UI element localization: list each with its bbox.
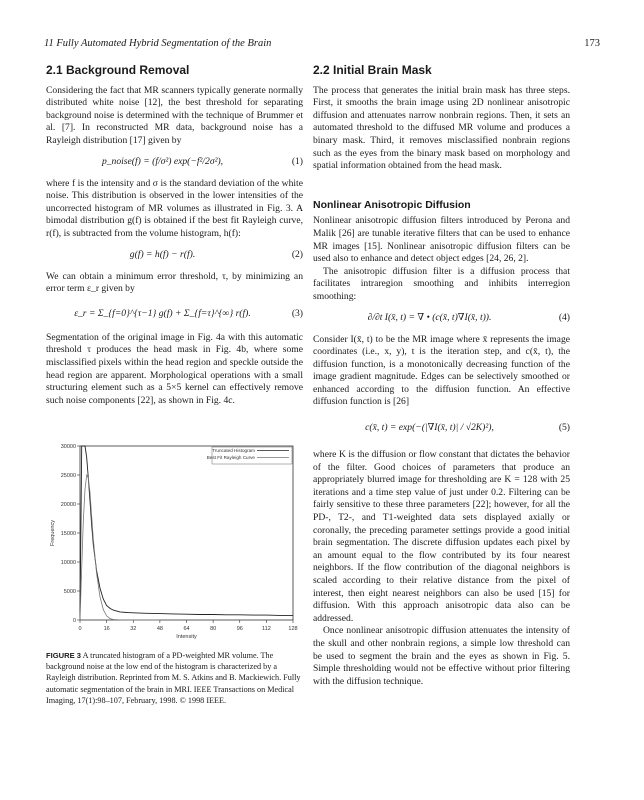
equation-number: (2) [291, 248, 303, 260]
equation-number: (1) [291, 155, 303, 167]
plot-frame [80, 446, 293, 620]
section-title-background-removal: 2.1 Background Removal [46, 63, 190, 77]
legend-label: Best Fit Rayleigh Curve [206, 455, 255, 460]
x-tick-label: 32 [130, 626, 137, 632]
equation-4 [313, 304, 570, 334]
equation-expression: c(x̄, t) = exp(−(|∇I(x̄, t)| / √2K)²), [365, 422, 494, 434]
y-tick-label: 5000 [63, 589, 76, 595]
equation-2 [46, 241, 303, 271]
y-tick-label: 20000 [60, 502, 76, 508]
paragraph: Considering the fact that MR scanners typically generate normally distributed white noise [12], the best threshold for separating background noise is determined with the technique of Brummer et al. [7]. In reconstructed MR data, background noise has a Rayleigh distribution [17] given by [46, 84, 303, 146]
x-tick-label: 128 [288, 626, 298, 632]
equation-expression: g(f) = h(f) − r(f). [129, 248, 196, 260]
histogram-chart-svg [46, 440, 303, 640]
y-tick-label: 30000 [60, 444, 76, 450]
right-column [313, 64, 570, 688]
x-axis-label: Intensity [176, 634, 197, 640]
x-tick-label: 96 [236, 626, 243, 632]
running-header [44, 38, 600, 52]
y-tick-label: 0 [72, 618, 76, 624]
y-tick-label: 25000 [60, 473, 76, 479]
legend-label: Truncated Histogram [212, 448, 255, 453]
paragraph: Nonlinear anisotropic diffusion filters introduced by Perona and Malik [26] are tunable iterative filters that can be used to enhance MR images [15]. Nonlinear anisotropic diffusion filters can be used also to enhance and detect object edges [24, 26, 2]. [313, 215, 570, 265]
paragraph: The process that generates the initial brain mask has three steps. First, it smooths the brain image using 2D nonlinear anisotropic diffusion and attenuates narrow nonbrain regions. Then, it sets an automated threshold to the diffused MR volume and produces a binary mask. Third, it removes misclassified nonbrain regions such as the eyes from the binary mask based on morphology and spatial information obtained from the head mask. [313, 84, 570, 172]
x-tick-label: 0 [78, 626, 82, 632]
paragraph: where f is the intensity and σ is the standard deviation of the white noise. This distribution is observed in the lower intensities of the uncorrected histogram of MR volumes as illustrated in Fig. 3. A bimodal distribution g(f) is obtained if the best fit Rayleigh curve, r(f), is subtracted from the volume histogram, h(f): [46, 177, 303, 239]
equation-number: (4) [558, 311, 570, 323]
equation-3 [46, 296, 303, 332]
spacer [313, 173, 570, 199]
x-tick-label: 80 [210, 626, 217, 632]
figure-3-chart [46, 440, 303, 640]
paragraph: Consider I(x̄, t) to be the MR image where x̄ represents the image coordinates (i.e., x, y), t is the iteration step, and c(x̄, t), the diffusion function, is a monotonically decreasing function of the image gradient magnitude. Edges can be selectively smoothed or enhanced according to the diffusion function. An effective diffusion function is [26] [313, 333, 570, 408]
figure-caption [46, 650, 303, 706]
y-tick-label: 15000 [60, 531, 76, 537]
x-tick-label: 112 [261, 626, 271, 632]
paragraph: Once nonlinear anisotropic diffusion attenuates the intensity of the skull and other nonbrain regions, a simple low threshold can be used to segment the brain and the eyes as shown in Fig. 5. Simple thresholding would not be effective without prior filtering with the diffusion technique. [313, 625, 570, 687]
equation-expression: p_noise(f) = (f/σ²) exp(−f²/2σ²), [101, 155, 224, 167]
equation-number: (5) [558, 422, 570, 434]
caption-label: FIGURE 3 [46, 651, 82, 660]
caption-text: A truncated histogram of a PD-weighted MR volume. The background noise at the low end of the histogram is characterized by a Rayleigh distribution. Reprinted from M. S. Atkins and B. Mackiewich. Fully automatic segmentation of the brain in MRI. IEEE Transactions on Medical Imaging, 17(1):98–107, February, 1998. © 1998 IEEE. [46, 651, 301, 705]
equation-expression: ∂/∂t I(x̄, t) = ∇ • (c(x̄, t)∇I(x̄, t)). [367, 311, 492, 323]
equation-5 [313, 409, 570, 449]
equation-number: (3) [291, 307, 303, 319]
page-number: 173 [584, 38, 600, 49]
paragraph: Segmentation of the original image in Fig. 4a with this automatic threshold τ produces the head mask in Fig. 4b, where some misclassified pixels within the head region and speckle outside the head region are apparent. Morphological operations with a small structuring element such as a 5×5 kernel can effectively remove such noise components [22], as shown in Fig. 4c. [46, 331, 303, 406]
running-title: 11 Fully Automated Hybrid Segmentation of the Brain [44, 38, 272, 49]
subsection-title: Nonlinear Anisotropic Diffusion [313, 198, 471, 211]
section-title-initial-brain-mask: 2.2 Initial Brain Mask [313, 63, 432, 77]
paragraph: The anisotropic diffusion filter is a diffusion process that facilitates intraregion smoothing and inhibits interregion smoothing: [313, 265, 570, 302]
y-axis-label: Frequency [50, 520, 56, 546]
x-tick-label: 48 [156, 626, 163, 632]
series-line-rayleigh [80, 475, 160, 620]
x-tick-label: 16 [103, 626, 110, 632]
y-tick-label: 10000 [60, 560, 76, 566]
paragraph: We can obtain a minimum error threshold, τ, by minimizing an error term ε_r given by [46, 270, 303, 295]
paragraph: where K is the diffusion or flow constant that dictates the behavior of the filter. Good choices of parameters that produce an appropriately blurred image for thresholding are K = 128 with 25 iterations and a time step value of just under 0.2. Filtering can be fairly sensitive to these three parameters [22]; however, for all the PD-, T2-, and T1-weighted data sets displayed axially or coronally, the preceding parameter settings provide a good initial brain segmentation. The discrete diffusion updates each pixel by an amount equal to the flow contributed by its four nearest neighbors. If the flow contribution of the diagonal neighbors is scaled according to their relative distance from the pixel of interest, then eight nearest neighbors can also be used [15] for diffusion. With this approach anisotropic data also can be addressed. [313, 449, 570, 624]
equation-expression: ε_r = Σ_{f=0}^{τ−1} g(f) + Σ_{f=τ}^{∞} r(f). [74, 307, 251, 319]
x-tick-label: 64 [183, 626, 190, 632]
series-line-histogram [80, 446, 293, 620]
equation-1 [46, 148, 303, 178]
left-column [46, 64, 303, 407]
